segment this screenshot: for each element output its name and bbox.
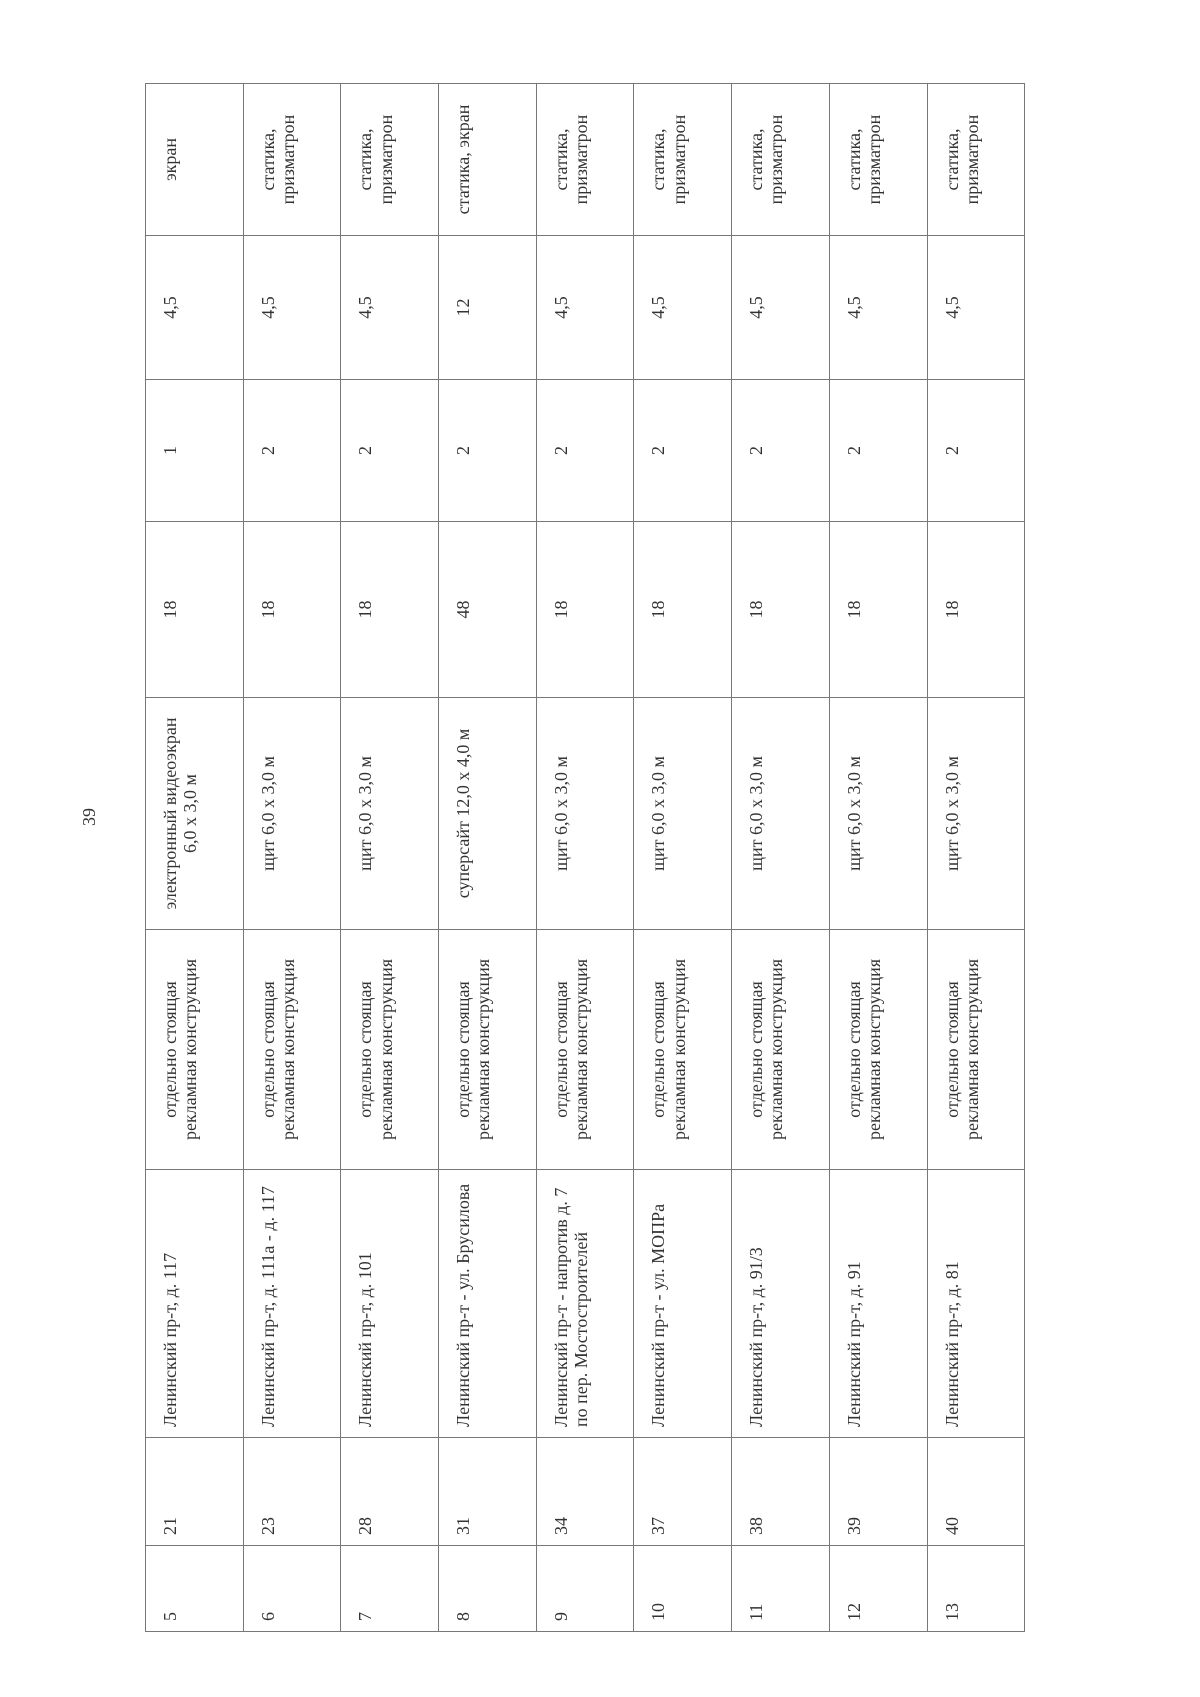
table-body <box>146 84 1025 1632</box>
sides-cell: 2 <box>243 380 341 522</box>
quantity-cell: 4,5 <box>634 236 732 380</box>
quantity-cell: 4,5 <box>341 236 439 380</box>
sides-cell: 2 <box>829 380 927 522</box>
format-cell: щит 6,0 х 3,0 м <box>243 698 341 930</box>
table-row <box>732 84 830 1632</box>
quantity-cell: 12 <box>439 236 537 380</box>
quantity-cell: 4,5 <box>732 236 830 380</box>
technology-cell: статика, призматрон <box>243 84 341 236</box>
structure-id-cell: 40 <box>927 1438 1025 1546</box>
sides-cell: 2 <box>341 380 439 522</box>
structure-type-cell: отдельно стоящая рекламная конструкция <box>243 930 341 1170</box>
sides-cell: 2 <box>536 380 634 522</box>
technology-cell: статика, призматрон <box>829 84 927 236</box>
area-cell: 18 <box>341 522 439 698</box>
sides-cell: 2 <box>927 380 1025 522</box>
row-number-cell: 5 <box>146 1546 244 1632</box>
structure-type-cell: отдельно стоящая рекламная конструкция <box>341 930 439 1170</box>
technology-cell: статика, призматрон <box>732 84 830 236</box>
address-cell: Ленинский пр-т - ул. МОПРа <box>634 1170 732 1438</box>
structure-type-cell: отдельно стоящая рекламная конструкция <box>829 930 927 1170</box>
format-cell: щит 6,0 х 3,0 м <box>634 698 732 930</box>
area-cell: 18 <box>146 522 244 698</box>
structure-id-cell: 34 <box>536 1438 634 1546</box>
structure-type-cell: отдельно стоящая рекламная конструкция <box>146 930 244 1170</box>
structure-id-cell: 39 <box>829 1438 927 1546</box>
sides-cell: 2 <box>439 380 537 522</box>
row-number-cell: 8 <box>439 1546 537 1632</box>
table-row <box>439 84 537 1632</box>
address-cell: Ленинский пр-т - ул. Брусилова <box>439 1170 537 1438</box>
sides-cell: 1 <box>146 380 244 522</box>
structure-id-cell: 31 <box>439 1438 537 1546</box>
address-cell: Ленинский пр-т - напротив д. 7 по пер. Мостостроителей <box>536 1170 634 1438</box>
area-cell: 18 <box>829 522 927 698</box>
area-cell: 18 <box>634 522 732 698</box>
technology-cell: статика, призматрон <box>927 84 1025 236</box>
table-row <box>146 84 244 1632</box>
quantity-cell: 4,5 <box>536 236 634 380</box>
area-cell: 18 <box>243 522 341 698</box>
address-cell: Ленинский пр-т, д. 111а - д. 117 <box>243 1170 341 1438</box>
address-cell: Ленинский пр-т, д. 91/3 <box>732 1170 830 1438</box>
area-cell: 18 <box>536 522 634 698</box>
area-cell: 48 <box>439 522 537 698</box>
quantity-cell: 4,5 <box>243 236 341 380</box>
row-number-cell: 11 <box>732 1546 830 1632</box>
sides-cell: 2 <box>732 380 830 522</box>
row-number-cell: 13 <box>927 1546 1025 1632</box>
structure-type-cell: отдельно стоящая рекламная конструкция <box>439 930 537 1170</box>
technology-cell: статика, призматрон <box>536 84 634 236</box>
table-row <box>536 84 634 1632</box>
format-cell: суперсайт 12,0 х 4,0 м <box>439 698 537 930</box>
row-number-cell: 7 <box>341 1546 439 1632</box>
area-cell: 18 <box>732 522 830 698</box>
address-cell: Ленинский пр-т, д. 81 <box>927 1170 1025 1438</box>
structure-type-cell: отдельно стоящая рекламная конструкция <box>536 930 634 1170</box>
technology-cell: экран <box>146 84 244 236</box>
sides-cell: 2 <box>634 380 732 522</box>
ad-structures-table <box>145 83 1025 1632</box>
row-number-cell: 10 <box>634 1546 732 1632</box>
ad-structures-table-container <box>145 84 1025 1632</box>
format-cell: щит 6,0 х 3,0 м <box>341 698 439 930</box>
format-cell: щит 6,0 х 3,0 м <box>927 698 1025 930</box>
row-number-cell: 6 <box>243 1546 341 1632</box>
format-cell: щит 6,0 х 3,0 м <box>829 698 927 930</box>
structure-type-cell: отдельно стоящая рекламная конструкция <box>634 930 732 1170</box>
format-cell: щит 6,0 х 3,0 м <box>536 698 634 930</box>
quantity-cell: 4,5 <box>927 236 1025 380</box>
table-row <box>341 84 439 1632</box>
quantity-cell: 4,5 <box>146 236 244 380</box>
page-number: 39 <box>79 808 99 826</box>
row-number-cell: 9 <box>536 1546 634 1632</box>
structure-id-cell: 38 <box>732 1438 830 1546</box>
address-cell: Ленинский пр-т, д. 101 <box>341 1170 439 1438</box>
structure-id-cell: 28 <box>341 1438 439 1546</box>
format-cell: щит 6,0 х 3,0 м <box>732 698 830 930</box>
table-row <box>243 84 341 1632</box>
structure-id-cell: 23 <box>243 1438 341 1546</box>
structure-id-cell: 37 <box>634 1438 732 1546</box>
structure-type-cell: отдельно стоящая рекламная конструкция <box>927 930 1025 1170</box>
address-cell: Ленинский пр-т, д. 91 <box>829 1170 927 1438</box>
structure-type-cell: отдельно стоящая рекламная конструкция <box>732 930 830 1170</box>
area-cell: 18 <box>927 522 1025 698</box>
table-row <box>829 84 927 1632</box>
table-row <box>927 84 1025 1632</box>
technology-cell: статика, призматрон <box>341 84 439 236</box>
address-cell: Ленинский пр-т, д. 117 <box>146 1170 244 1438</box>
technology-cell: статика, экран <box>439 84 537 236</box>
structure-id-cell: 21 <box>146 1438 244 1546</box>
quantity-cell: 4,5 <box>829 236 927 380</box>
row-number-cell: 12 <box>829 1546 927 1632</box>
technology-cell: статика, призматрон <box>634 84 732 236</box>
table-row <box>634 84 732 1632</box>
format-cell: электронный видеоэкран 6,0 х 3,0 м <box>146 698 244 930</box>
